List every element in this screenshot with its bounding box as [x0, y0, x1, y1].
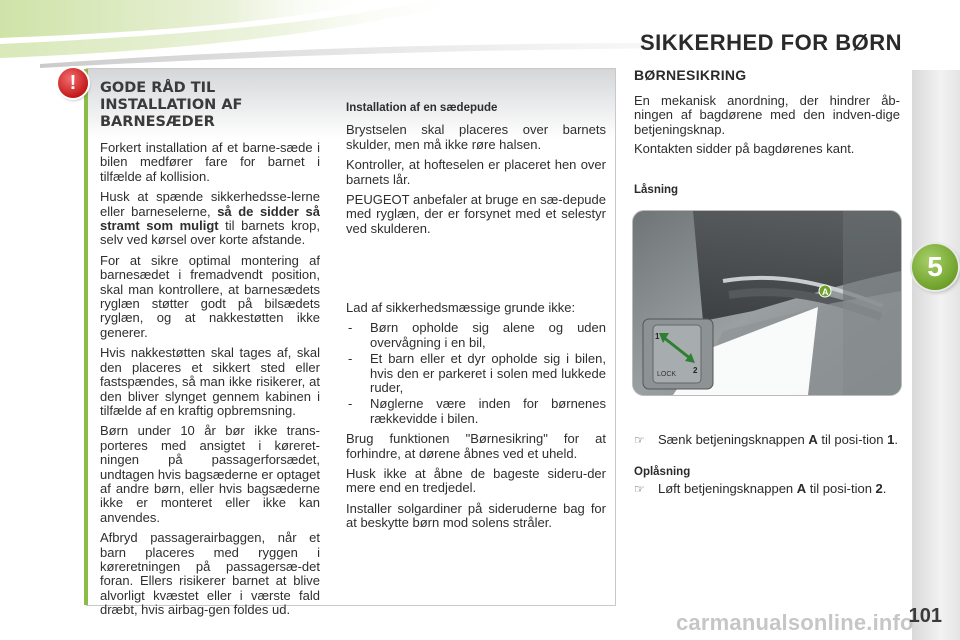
marker-a: A — [822, 287, 829, 297]
instruction-text: . — [882, 481, 887, 496]
safety-paragraph: Husk ikke at åbne de bageste sideru-der mere end en tredjedel. — [346, 466, 606, 496]
instruction-text: til posi-tion — [806, 481, 876, 496]
door-illustration — [633, 211, 901, 395]
booster-subtitle: Installation af en sædepude — [346, 102, 498, 114]
pointing-hand-icon: ☞ — [634, 433, 645, 447]
safety-paragraph: Installer solgardiner på sideruderne bag for at beskytte børn mod solens stråler. — [346, 500, 606, 531]
position-2-label: 2 — [693, 366, 698, 375]
advice-text: til barnets krop, selv ved kørsel over korte afstande. — [100, 218, 320, 248]
instruction-text: Løft betjeningsknappen — [658, 481, 797, 496]
unlock-instruction-text — [658, 482, 900, 496]
warning-icon: ! — [58, 68, 88, 98]
page-title: SIKKERHED FOR BØRN — [639, 30, 902, 55]
booster-paragraph: Brystselen skal placeres over barnets skulder, men må ikke røre halsen. — [346, 122, 606, 152]
lock-label: LOCK — [657, 371, 677, 378]
lock-heading: Låsning — [634, 184, 679, 196]
advice-paragraph: Afbryd passagerairbaggen, når et barn placeres med ryggen i køreretningen på passagersæ-det foran. Ellers risikerer barnet at blive alvorligt kvæstet eller i værste fald dræbt, hvis airbag-gen foldes ud. — [100, 530, 320, 618]
safety-intro: Lad af sikkerhedsmæssige grunde ikke: — [346, 300, 576, 315]
instruction-text: Sænk betjeningsknappen — [658, 432, 809, 447]
child-lock-title: BØRNESIKRING — [634, 67, 747, 83]
advice-paragraph: For at sikre optimal montering af barnesædet i fremadvendt position, skal man kontrollere, at barnesædets ryglæn støtter godt på bilsædets ryglæn, og at nakkestøtten ikke generer. — [100, 252, 320, 340]
chapter-tab[interactable]: 5 — [912, 244, 958, 290]
advice-text: Husk at spænde sikkerhedsse-lerne eller barneselerne, — [100, 189, 320, 219]
instruction-text: . — [894, 432, 898, 447]
list-item: - Nøglerne være inden for børnenes rækkevidde i bilen. — [346, 397, 606, 426]
instruction-position: 1 — [887, 432, 895, 447]
advice-emphasis: så de sidder så stramt som muligt — [100, 203, 320, 234]
lock-instruction — [634, 433, 900, 467]
unlock-heading: Oplåsning — [634, 466, 691, 478]
instruction-key: A — [796, 481, 807, 496]
unlock-instruction — [634, 482, 900, 516]
list-item: - Et barn eller et dyr opholde sig i bilen, hvis den er parkeret i solen med lukkede ruder, — [346, 352, 606, 395]
advice-column-2 — [346, 101, 606, 242]
child-lock-illustration — [632, 210, 902, 396]
position-1-label: 1 — [655, 332, 660, 341]
advice-box-accent-bar — [84, 69, 88, 605]
child-lock-description — [634, 94, 900, 162]
booster-paragraph: PEUGEOT anbefaler at bruge en sæ-depude med ryglæn, der er forsynet med et selestyr ved skulderen. — [346, 192, 606, 236]
advice-paragraph: Børn under 10 år bør ikke trans-porteres med ansigtet i køreret-ningen på passagerforsædet, undtagen hvis bagsæderne er optaget af andre børn, eller hvis bagsæderne ikke er monteret eller ikke kan anvendes. — [100, 423, 320, 525]
booster-paragraph: Kontroller, at hofteselen er placeret hen over barnets lår. — [346, 157, 606, 187]
advice-paragraph — [100, 190, 320, 248]
chapter-sidebar — [912, 70, 960, 640]
instruction-key: A — [808, 432, 818, 447]
advice-paragraph: Hvis nakkestøtten skal tages af, skal den placeres et sikkert sted eller fastspændes, så man ikke risikerer, at den bliver slynget gennem kabinen i tilfælde af en kraftig opbremsning. — [100, 345, 320, 418]
instruction-text: til posi-tion — [817, 432, 888, 447]
advice-paragraph: Forkert installation af et barne-sæde i bilen medfører fare for barnet i tilfælde af kollision. — [100, 140, 320, 184]
child-lock-paragraph: Kontakten sidder på bagdørenes kant. — [634, 141, 855, 157]
watermark: carmanualsonline.info — [676, 610, 914, 635]
list-item: - Børn opholde sig alene og uden overvågning i en bil, — [346, 321, 606, 350]
lock-instruction-text — [658, 433, 900, 447]
advice-column-3 — [346, 301, 606, 537]
advice-column-1 — [100, 141, 320, 624]
safety-list — [346, 321, 606, 426]
pointing-hand-icon: ☞ — [634, 482, 645, 496]
instruction-position: 2 — [875, 481, 883, 496]
child-lock-paragraph: En mekanisk anordning, der hindrer åb-ningen af bagdørene med den indven-dige betjeningsknap. — [634, 93, 900, 137]
safety-paragraph: Brug funktionen "Børnesikring" for at forhindre, at dørene åbnes ved et uheld. — [346, 431, 606, 461]
advice-title: GODE RÅD TIL INSTALLATION AF BARNESÆDER — [100, 80, 243, 130]
page-number: 101 — [908, 605, 942, 627]
